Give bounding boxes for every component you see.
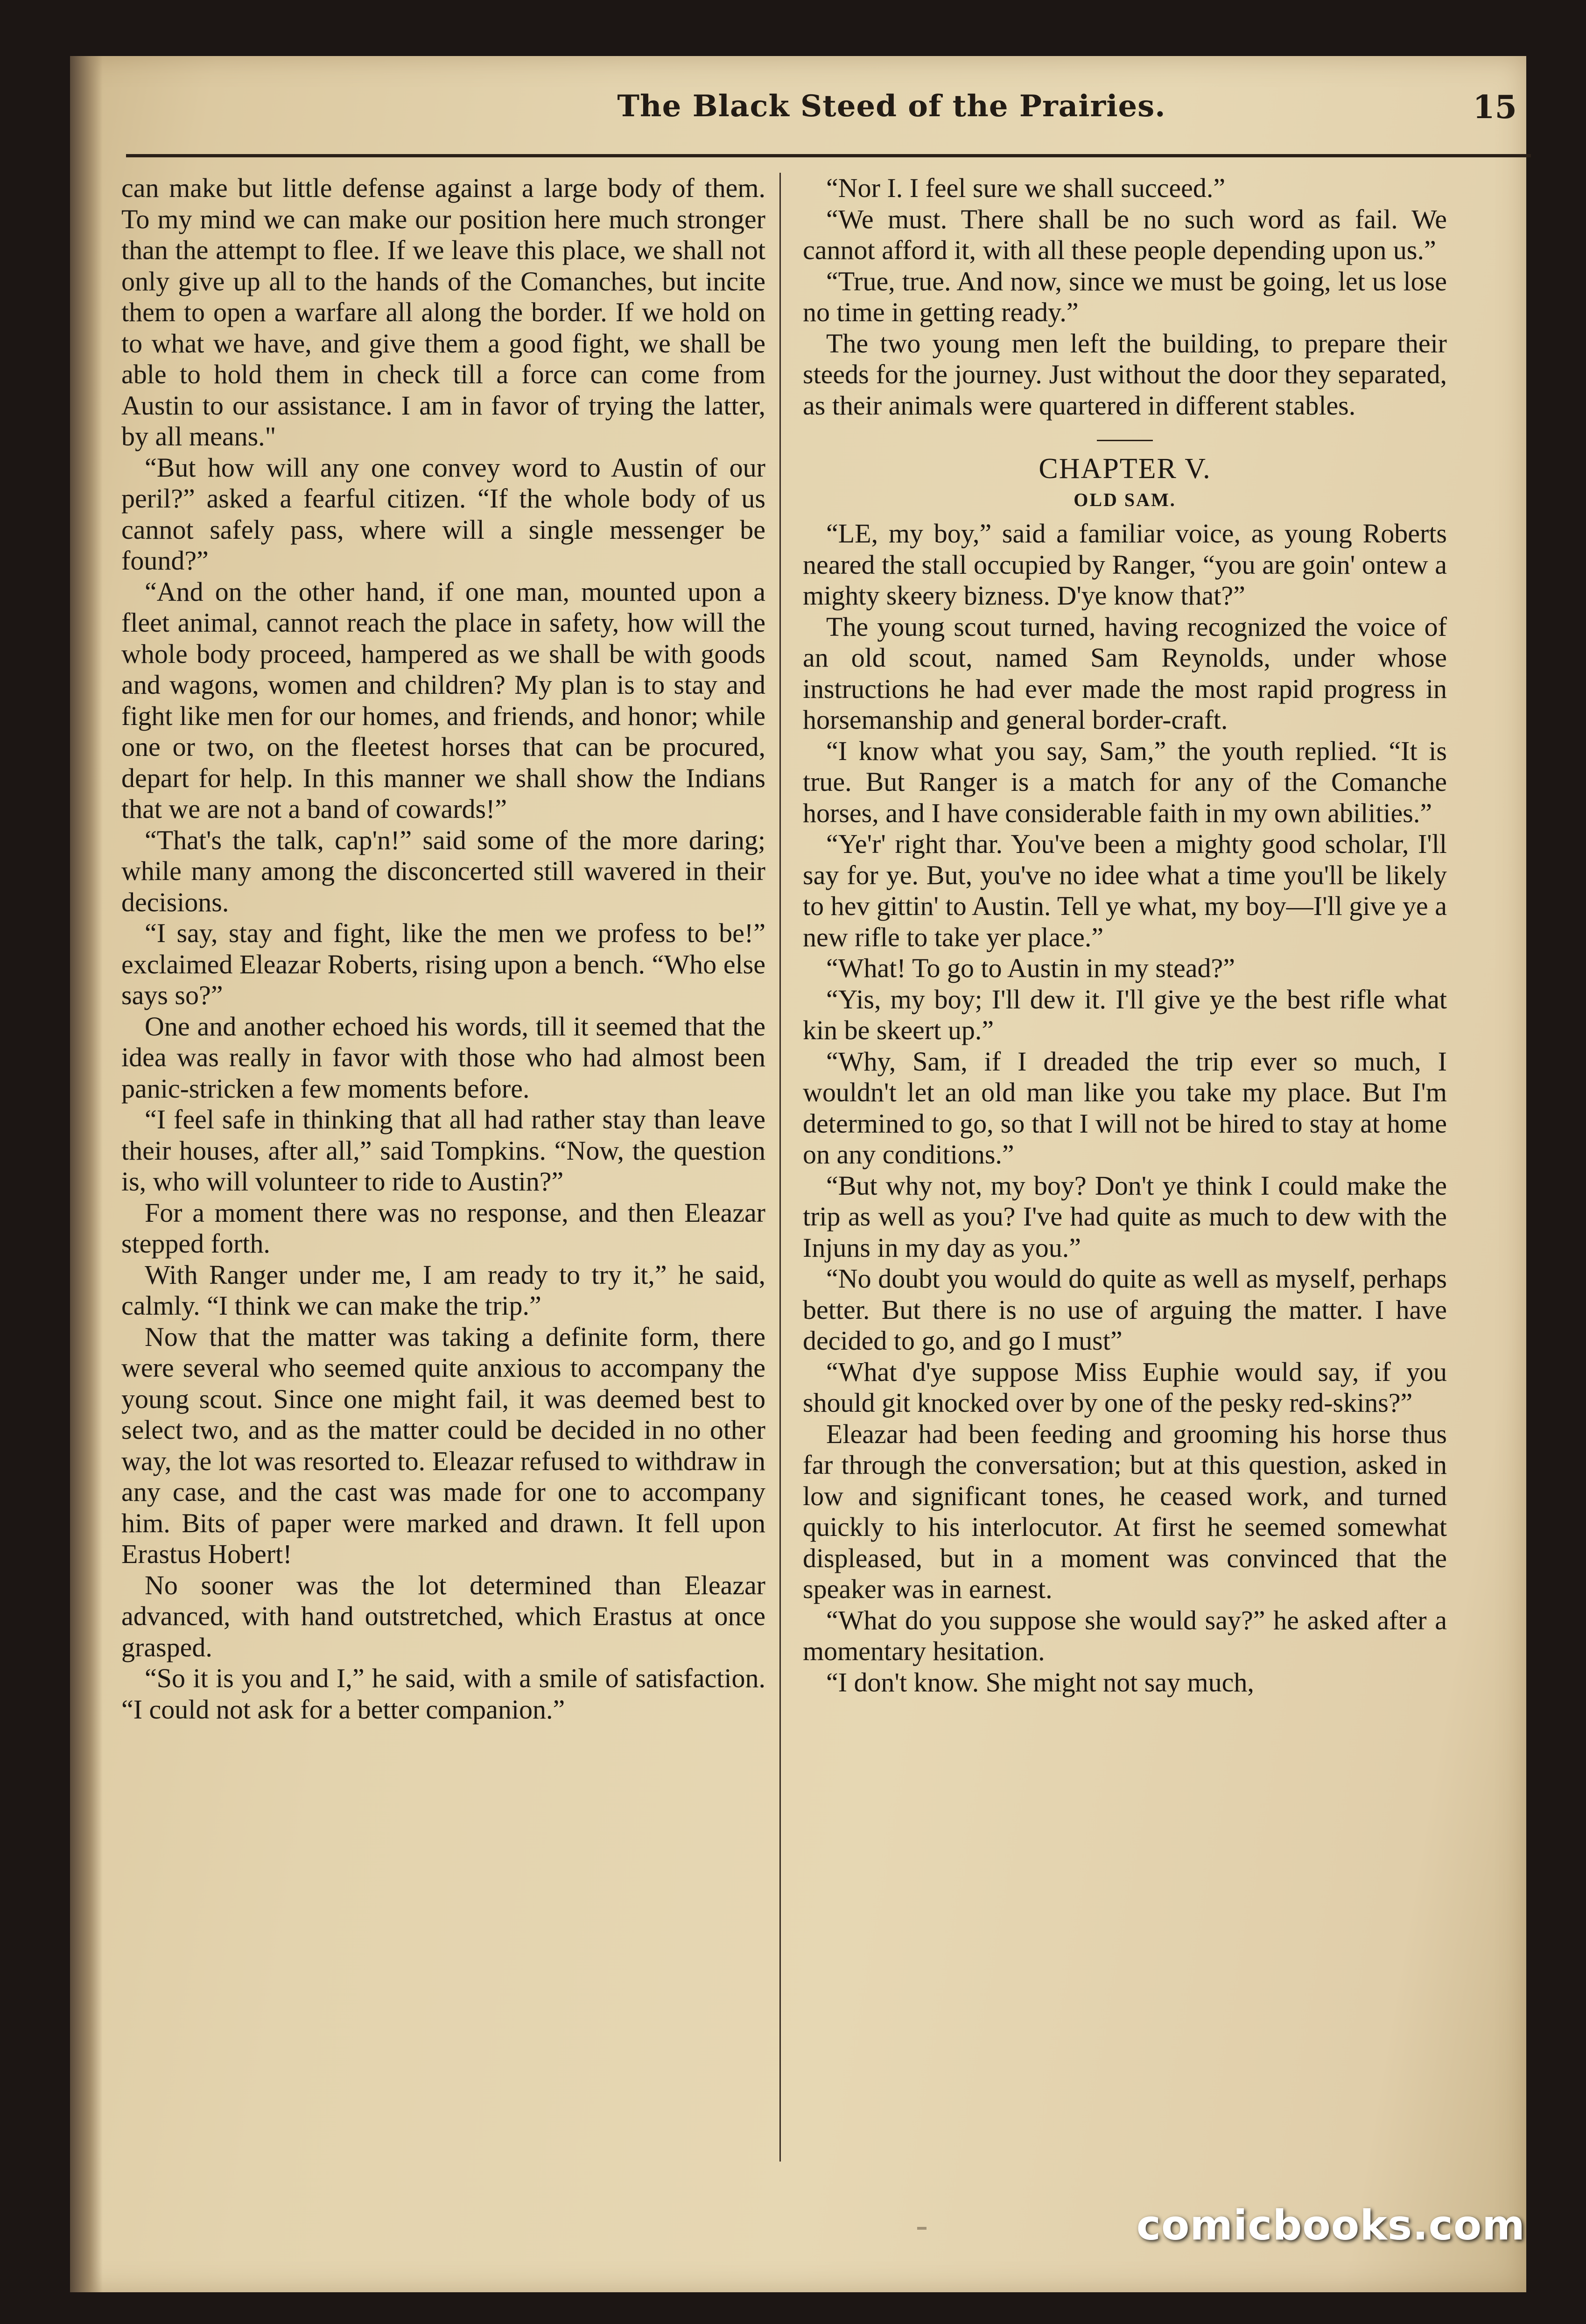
paragraph: For a moment there was no response, and then Eleazar stepped forth. xyxy=(121,1197,765,1259)
paragraph: “I know what you say, Sam,” the youth replied. “It is true. But Ranger is a match for any of the Comanche horses, and I have considerable faith in my own abilities.” xyxy=(803,735,1447,828)
right-column-bottom xyxy=(803,518,1447,1698)
watermark-logo: comicbooks.com xyxy=(1136,2201,1525,2249)
right-column xyxy=(803,173,1447,2157)
paragraph: “Ye'r' right thar. You've been a mighty good scholar, I'll say for ye. But, you've no idee what a time you'll be likely to hev gittin' to Austin. Tell ye what, my boy—I'll give ye a new rifle to take yer place.” xyxy=(803,829,1447,952)
chapter-rule xyxy=(1097,440,1153,441)
book-page xyxy=(70,56,1526,2292)
paragraph: “But why not, my boy? Don't ye think I could make the trip as well as you? I've had quite as much to dew with the Injuns in my day as you.” xyxy=(803,1170,1447,1263)
paragraph: “True, true. And now, since we must be going, let us lose no time in getting ready.” xyxy=(803,266,1447,327)
running-title: The Black Steed of the Prairies. xyxy=(617,89,1166,124)
paragraph: “I say, stay and fight, like the men we profess to be!” exclaimed Eleazar Roberts, rising upon a bench. “Who else says so?” xyxy=(121,918,765,1010)
print-mark xyxy=(917,2227,926,2230)
paragraph: “LE, my boy,” said a familiar voice, as young Roberts neared the stall occupied by Ranger, “you are goin' ontew a mighty skeery bizness. D'ye know that?” xyxy=(803,518,1447,611)
paragraph: “What d'ye suppose Miss Euphie would say, if you should git knocked over by one of the pesky red-skins?” xyxy=(803,1356,1447,1418)
chapter-title: CHAPTER V. xyxy=(1039,453,1211,485)
paragraph: “What! To go to Austin in my stead?” xyxy=(826,953,1235,983)
paragraph: “I don't know. She might not say much, xyxy=(826,1667,1254,1697)
paragraph: “Nor I. I feel sure we shall succeed.” xyxy=(826,173,1226,203)
paragraph: “I feel safe in thinking that all had rather stay than leave their houses, after all,” said Tompkins. “Now, the question is, who will volunteer to ride to Austin?” xyxy=(121,1104,765,1197)
paragraph: “But how will any one convey word to Austin of our peril?” asked a fearful citizen. “If the whole body of us cannot safely pass, where will a single messenger be found?” xyxy=(121,452,765,576)
paragraph: The young scout turned, having recognized the voice of an old scout, named Sam Reynolds, under whose instructions he had ever made the most rapid progress in horsemanship and general border-craft. xyxy=(803,611,1447,735)
page-number: 15 xyxy=(1473,89,1517,126)
paragraph: “What do you suppose she would say?” he asked after a momentary hesitation. xyxy=(803,1605,1447,1666)
paragraph: One and another echoed his words, till it seemed that the idea was really in favor with those who had almost been panic-stricken a few moments before. xyxy=(121,1011,765,1104)
column-divider xyxy=(779,173,781,2162)
paragraph: “That's the talk, cap'n!” said some of the more daring; while many among the disconcerted still wavered in their decisions. xyxy=(121,824,765,917)
paragraph: Eleazar had been feeding and grooming his horse thus far through the conversation; but at this question, asked in low and significant tones, he ceased work, and turned quickly to his interlocutor. At first he seemed somewhat displeased, but in a moment was convinced that the speaker was in earnest. xyxy=(803,1418,1447,1604)
paragraph: can make but little defense against a large body of them. To my mind we can make our position here much stronger than the attempt to flee. If we leave this place, we shall not only give up all to the hands of the Comanches, but incite them to open a warfare all along the border. If we hold on to what we have, and give them a good fight, we shall be able to hold them in check till a force can come from Austin to our assistance. I am in favor of trying the latter, by all means." xyxy=(121,173,765,451)
paragraph: “We must. There shall be no such word as fail. We cannot afford it, with all these people depending upon us.” xyxy=(803,204,1447,265)
running-header xyxy=(490,89,1522,145)
paragraph: With Ranger under me, I am ready to try it,” he said, calmly. “I think we can make the trip.” xyxy=(121,1259,765,1321)
page-spine-shadow xyxy=(70,56,103,2292)
paragraph: “No doubt you would do quite as well as myself, perhaps better. But there is no use of arguing the matter. I have decided to go, and go I must” xyxy=(803,1263,1447,1356)
paragraph: Now that the matter was taking a definite form, there were several who seemed quite anxious to accompany the young scout. Since one might fail, it was deemed best to select two, and as the matter could be decided in no other way, the lot was resorted to. Eleazar refused to withdraw in any case, and the cast was made for one to accompany him. Bits of paper were marked and drawn. It fell upon Erastus Hobert! xyxy=(121,1321,765,1569)
left-column xyxy=(121,173,765,2157)
paragraph: No sooner was the lot determined than Eleazar advanced, with hand outstretched, which Erastus at once grasped. xyxy=(121,1570,765,1662)
paragraph: “So it is you and I,” he said, with a smile of satisfaction. “I could not ask for a better companion.” xyxy=(121,1663,765,1725)
header-rule xyxy=(126,154,1531,157)
chapter-subtitle: OLD SAM. xyxy=(1074,489,1176,510)
paragraph: The two young men left the building, to prepare their steeds for the journey. Just without the door they separated, as their animals were quartered in different stables. xyxy=(803,328,1447,421)
paragraph: “And on the other hand, if one man, mounted upon a fleet animal, cannot reach the place in safety, how will the whole body proceed, hampered as we shall be with goods and wagons, women and children? My plan is to stay and fight like men for our homes, and friends, and honor; while one or two, on the fleetest horses that can be procured, depart for help. In this manner we shall show the Indians that we are not a band of cowards!” xyxy=(121,576,765,824)
right-column-top xyxy=(803,173,1447,421)
paragraph: “Yis, my boy; I'll dew it. I'll give ye the best rifle what kin be skeert up.” xyxy=(803,984,1447,1045)
paragraph: “Why, Sam, if I dreaded the trip ever so much, I wouldn't let an old man like you take my place. But I'm determined to go, so that I will not be hired to stay at home on any conditions.” xyxy=(803,1046,1447,1169)
chapter-heading xyxy=(803,440,1447,515)
